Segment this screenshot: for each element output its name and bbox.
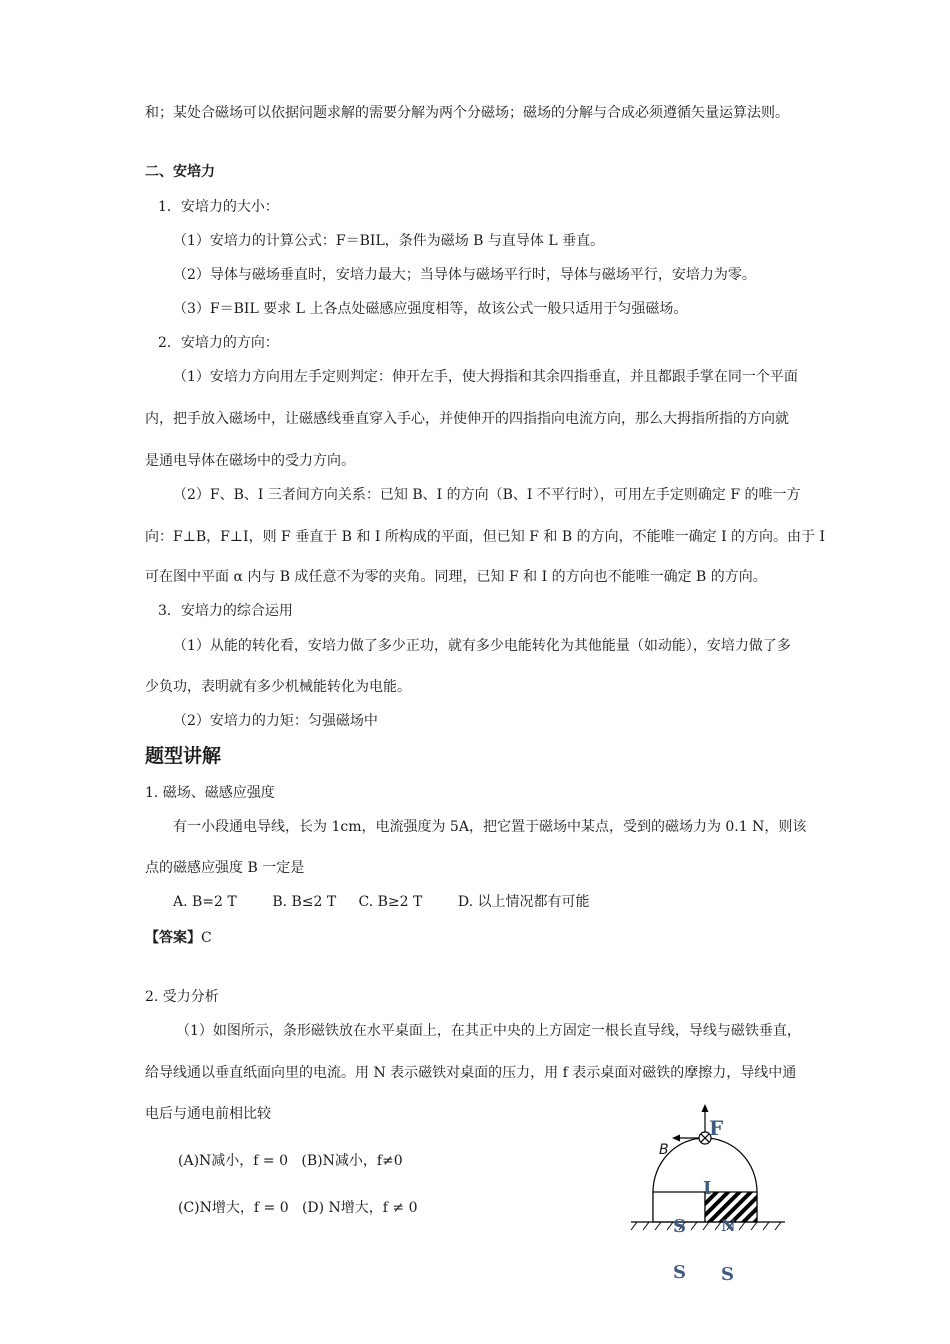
paragraph-line: （2）安培力的力矩：匀强磁场中 (173, 713, 378, 729)
paragraph-line: （3）F＝BIL 要求 L 上各点处磁感应强度相等，故该公式一般只适用于匀强磁场。 (173, 301, 688, 317)
paragraph-line: （1）从能的转化看，安培力做了多少正功，就有多少电能转化为其他能量（如动能），安培力做了多 (173, 638, 791, 654)
paragraph-line: 可在图中平面 α 内与 B 成任意不为零的夹角。同理，已知 F 和 I 的方向也不能唯一确定 B 的方向。 (145, 569, 767, 585)
subsection-title: 1．安培力的大小： (158, 199, 279, 215)
question-text: 给导线通以垂直纸面向里的电流。用 N 表示磁铁对桌面的压力，用 f 表示桌面对磁铁的摩擦力，导线中通 (145, 1065, 797, 1081)
answer-label: 【答案】 (145, 930, 201, 946)
paragraph-line: （1）安培力的计算公式：F＝BIL，条件为磁场 B 与直导体 L 垂直。 (173, 233, 605, 249)
paragraph-line: 和；某处合磁场可以依据问题求解的需要分解为两个分磁场；磁场的分解与合成必须遵循矢量运算法则。 (145, 105, 789, 121)
answer-options: (A)N减小，f = 0 (B)N减小，f≠0 (178, 1153, 403, 1169)
subsection-title: 3．安培力的综合运用 (158, 603, 293, 619)
question-text: 电后与通电前相比较 (145, 1106, 271, 1122)
paragraph-line: 内，把手放入磁场中，让磁感线垂直穿入手心，并使伸开的四指指向电流方向，那么大拇指所指的方向就 (145, 411, 789, 427)
question-title: 2. 受力分析 (145, 989, 219, 1005)
paragraph-line: （2）F、B、I 三者间方向关系：已知 B、I 的方向（B、I 不平行时），可用左手定则确定 F 的唯一方 (173, 487, 801, 503)
pole-label-s: S (721, 1264, 734, 1285)
pole-label-s: S (673, 1262, 686, 1283)
question-text: 点的磁感应强度 B 一定是 (145, 860, 305, 876)
paragraph-line: （2）导体与磁场垂直时，安培力最大；当导体与磁场平行时，导体与磁场平行，安培力为零。 (173, 267, 756, 283)
answer-options: (C)N增大，f = 0 (D) N增大，f ≠ 0 (178, 1200, 418, 1216)
subsection-title: 2．安培力的方向： (158, 335, 279, 351)
table-hatch (631, 1222, 781, 1230)
question-text: 有一小段通电导线，长为 1cm，电流强度为 5A，把它置于磁场中某点，受到的磁场力为 0.1 N，则该 (173, 819, 807, 835)
answer-value: C (201, 930, 212, 946)
question-title: 1. 磁场、磁感应强度 (145, 785, 275, 801)
paragraph-line: 是通电导体在磁场中的受力方向。 (145, 453, 355, 469)
force-label: F (709, 1116, 724, 1140)
paragraph-line: （1）安培力方向用左手定则判定：伸开左手，使大拇指和其余四指垂直，并且都跟手掌在同一个平面 (173, 369, 798, 385)
pole-label-s: S (673, 1216, 686, 1237)
paragraph-line: 向：F⊥B，F⊥I，则 F 垂直于 B 和 I 所构成的平面，但已知 F 和 B 的方向，不能唯一确定 I 的方向。由于 I (145, 529, 826, 545)
section-heading: 题型讲解 (145, 745, 222, 767)
answer-line (145, 929, 212, 947)
question-text: （1）如图所示，条形磁铁放在水平桌面上，在其正中央的上方固定一根长直导线，导线与磁铁垂直， (176, 1023, 801, 1039)
magnet-wire-figure (625, 1100, 795, 1290)
field-label: B (659, 1142, 669, 1158)
answer-options: A. B=2 T B. B≤2 T C. B≥2 T D. 以上情况都有可能 (173, 894, 590, 910)
section-heading: 二、安培力 (145, 164, 215, 180)
current-label: I (703, 1178, 712, 1199)
pole-label-n: N (721, 1216, 736, 1235)
paragraph-line: 少负功，表明就有多少机械能转化为电能。 (145, 679, 411, 695)
